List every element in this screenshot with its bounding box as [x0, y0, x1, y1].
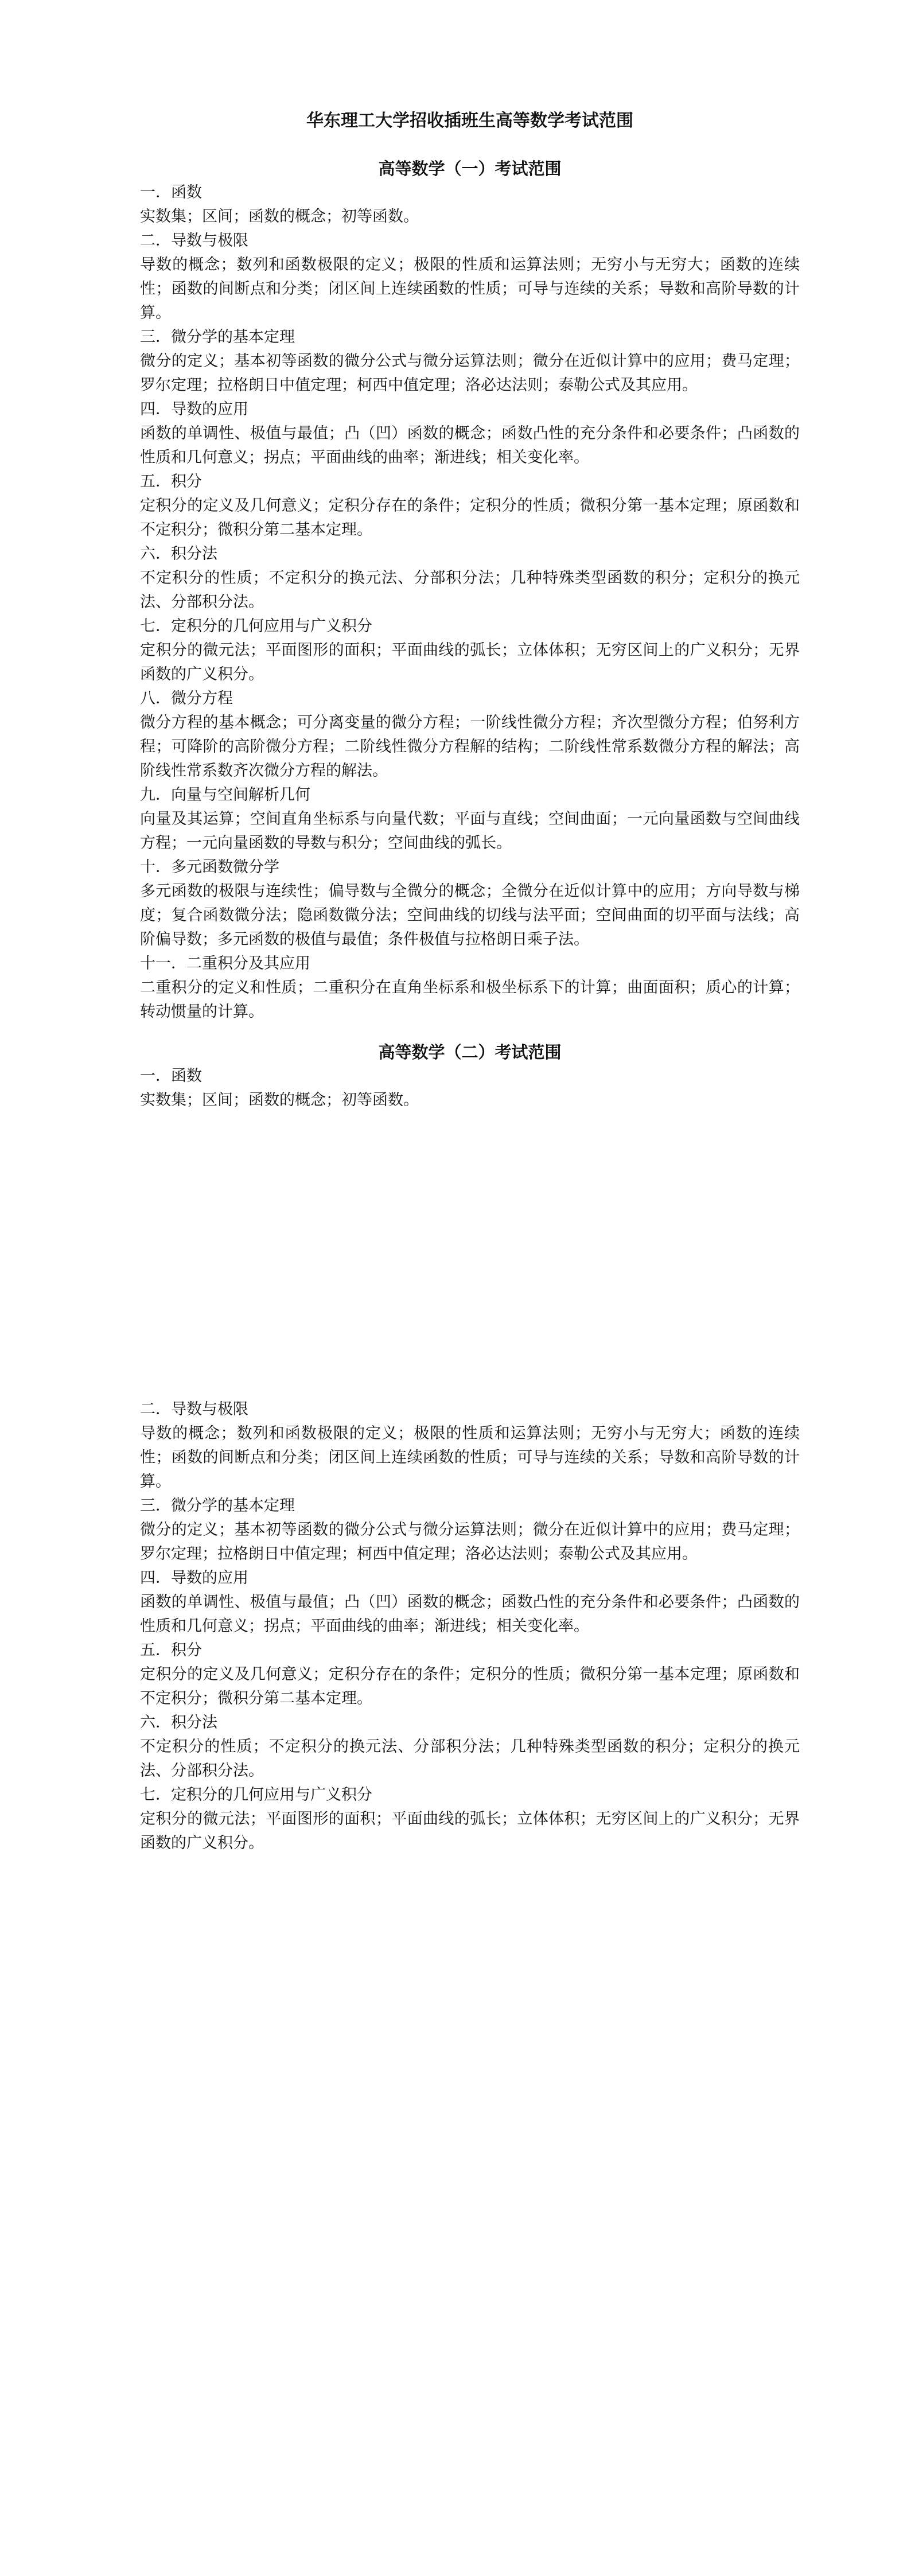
item-8 — [140, 687, 800, 783]
item-heading: 九．向量与空间解析几何 — [140, 786, 310, 804]
item-7 — [140, 1783, 800, 1855]
item-heading: 三．微分学的基本定理 — [140, 1497, 295, 1515]
section-1-title: 高等数学（一）考试范围 — [378, 159, 562, 178]
item-6 — [140, 1711, 800, 1783]
item-text: 函数的单调性、极值与最值；凸（凹）函数的概念；函数凸性的充分条件和必要条件；凸函数的性质和几何意义；拐点；平面曲线的曲率；渐进线；相关变化率。 — [140, 1593, 800, 1635]
item-3 — [140, 1494, 800, 1566]
item-10 — [140, 855, 800, 952]
item-heading: 十一．二重积分及其应用 — [140, 955, 310, 972]
item-text: 向量及其运算；空间直角坐标系与向量代数；平面与直线；空间曲面；一元向量函数与空间曲线方程；一元向量函数的导数与积分；空间曲线的弧长。 — [140, 810, 800, 852]
item-2 — [140, 229, 800, 325]
item-heading: 四．导数的应用 — [140, 1569, 248, 1587]
item-heading: 六．积分法 — [140, 545, 217, 563]
item-text: 不定积分的性质；不定积分的换元法、分部积分法；几种特殊类型函数的积分；定积分的换元法、分部积分法。 — [140, 569, 800, 611]
item-heading: 七．定积分的几何应用与广义积分 — [140, 1786, 372, 1804]
item-heading: 一．函数 — [140, 184, 202, 201]
item-text: 导数的概念；数列和函数极限的定义；极限的性质和运算法则；无穷小与无穷大；函数的连续性；函数的间断点和分类；闭区间上连续函数的性质；可导与连续的关系；导数和高阶导数的计算。 — [140, 1425, 800, 1491]
item-4 — [140, 398, 800, 470]
item-text: 实数集；区间；函数的概念；初等函数。 — [140, 1091, 419, 1109]
section-2-title: 高等数学（二）考试范围 — [378, 1042, 562, 1062]
item-heading: 一．函数 — [140, 1067, 202, 1085]
item-text: 微分的定义；基本初等函数的微分公式与微分运算法则；微分在近似计算中的应用；费马定理；罗尔定理；拉格朗日中值定理；柯西中值定理；洛必达法则；泰勒公式及其应用。 — [140, 1521, 800, 1563]
item-text: 微分方程的基本概念；可分离变量的微分方程；一阶线性微分方程；齐次型微分方程；伯努利方程；可降阶的高阶微分方程；二阶线性微分方程解的结构；二阶线性常系数微分方程的解法；高阶线性常系数齐次微分方程的解法。 — [140, 714, 800, 780]
item-text: 函数的单调性、极值与最值；凸（凹）函数的概念；函数凸性的充分条件和必要条件；凸函数的性质和几何意义；拐点；平面曲线的曲率；渐进线；相关变化率。 — [140, 425, 800, 466]
item-heading: 二．导数与极限 — [140, 232, 248, 250]
item-text: 定积分的定义及几何意义；定积分存在的条件；定积分的性质；微积分第一基本定理；原函数和不定积分；微积分第二基本定理。 — [140, 1666, 800, 1707]
item-text: 多元函数的极限与连续性；偏导数与全微分的概念；全微分在近似计算中的应用；方向导数与梯度；复合函数微分法；隐函数微分法；空间曲线的切线与法平面；空间曲面的切平面与法线；高阶偏导数；多元函数的极值与最值；条件极值与拉格朗日乘子法。 — [140, 882, 800, 948]
document-header — [0, 109, 911, 133]
item-6 — [140, 542, 800, 614]
item-1 — [140, 181, 800, 229]
item-text: 微分的定义；基本初等函数的微分公式与微分运算法则；微分在近似计算中的应用；费马定理；罗尔定理；拉格朗日中值定理；柯西中值定理；洛必达法则；泰勒公式及其应用。 — [140, 352, 800, 394]
section-1 — [0, 157, 911, 1024]
document-title: 华东理工大学招收插班生高等数学考试范围 — [306, 111, 633, 131]
item-heading: 六．积分法 — [140, 1714, 217, 1731]
item-heading: 五．积分 — [140, 1641, 202, 1659]
section-2-items-bottom — [140, 1398, 800, 1855]
section-2-continued — [0, 1398, 911, 1855]
item-text: 定积分的定义及几何意义；定积分存在的条件；定积分的性质；微积分第一基本定理；原函数和不定积分；微积分第二基本定理。 — [140, 497, 800, 539]
section-1-items — [140, 181, 800, 1024]
item-4 — [140, 1566, 800, 1639]
section-2 — [0, 1040, 911, 1112]
item-3 — [140, 325, 800, 398]
item-heading: 三．微分学的基本定理 — [140, 328, 295, 346]
item-7 — [140, 614, 800, 687]
item-text: 实数集；区间；函数的概念；初等函数。 — [140, 208, 419, 225]
item-11 — [140, 952, 800, 1024]
item-heading: 四．导数的应用 — [140, 400, 248, 418]
item-5 — [140, 1639, 800, 1711]
item-9 — [140, 783, 800, 855]
item-text: 定积分的微元法；平面图形的面积；平面曲线的弧长；立体体积；无穷区间上的广义积分；无界函数的广义积分。 — [140, 1810, 800, 1852]
item-2 — [140, 1398, 800, 1494]
item-text: 不定积分的性质；不定积分的换元法、分部积分法；几种特殊类型函数的积分；定积分的换元法、分部积分法。 — [140, 1738, 800, 1780]
item-1 — [140, 1064, 800, 1112]
section-2-items-top — [140, 1064, 800, 1112]
item-heading: 五．积分 — [140, 473, 202, 491]
item-heading: 十．多元函数微分学 — [140, 858, 279, 876]
item-heading: 八．微分方程 — [140, 690, 233, 707]
item-heading: 七．定积分的几何应用与广义积分 — [140, 617, 372, 635]
item-heading: 二．导数与极限 — [140, 1400, 248, 1418]
item-5 — [140, 470, 800, 542]
item-text: 定积分的微元法；平面图形的面积；平面曲线的弧长；立体体积；无穷区间上的广义积分；无界函数的广义积分。 — [140, 641, 800, 683]
item-text: 二重积分的定义和性质；二重积分在直角坐标系和极坐标系下的计算；曲面面积；质心的计算；转动惯量的计算。 — [140, 979, 800, 1021]
item-text: 导数的概念；数列和函数极限的定义；极限的性质和运算法则；无穷小与无穷大；函数的连续性；函数的间断点和分类；闭区间上连续函数的性质；可导与连续的关系；导数和高阶导数的计算。 — [140, 256, 800, 322]
